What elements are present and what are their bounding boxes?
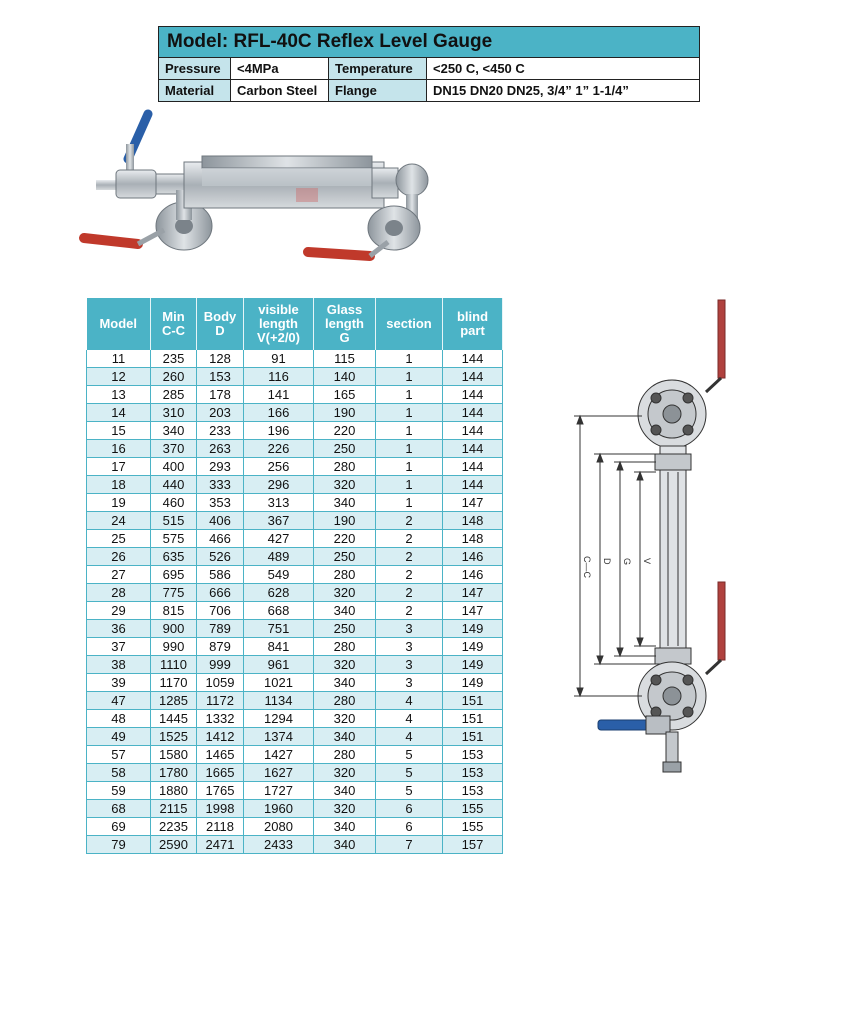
table-cell: 16 bbox=[87, 440, 151, 458]
table-row bbox=[87, 476, 503, 494]
table-cell: 59 bbox=[87, 782, 151, 800]
table-cell: 333 bbox=[197, 476, 244, 494]
table-cell: 367 bbox=[244, 512, 314, 530]
table-cell: 526 bbox=[197, 548, 244, 566]
table-cell: 2433 bbox=[244, 836, 314, 854]
table-cell: 153 bbox=[443, 764, 503, 782]
table-row bbox=[87, 566, 503, 584]
table-row bbox=[87, 818, 503, 836]
table-cell: 353 bbox=[197, 494, 244, 512]
table-cell: 1 bbox=[376, 458, 443, 476]
table-cell: 1998 bbox=[197, 800, 244, 818]
table-row bbox=[87, 602, 503, 620]
table-cell: 1 bbox=[376, 386, 443, 404]
table-cell: 320 bbox=[314, 656, 376, 674]
table-cell: 1134 bbox=[244, 692, 314, 710]
col-header-blind-part: blind part bbox=[443, 298, 503, 350]
table-cell: 147 bbox=[443, 602, 503, 620]
table-cell: 406 bbox=[197, 512, 244, 530]
table-cell: 153 bbox=[443, 746, 503, 764]
table-row bbox=[87, 710, 503, 728]
table-row bbox=[87, 512, 503, 530]
table-cell: 140 bbox=[314, 368, 376, 386]
table-cell: 250 bbox=[314, 548, 376, 566]
table-cell: 628 bbox=[244, 584, 314, 602]
table-cell: 999 bbox=[197, 656, 244, 674]
table-cell: 2 bbox=[376, 512, 443, 530]
table-cell: 293 bbox=[197, 458, 244, 476]
col-header-section: section bbox=[376, 298, 443, 350]
table-cell: 2 bbox=[376, 566, 443, 584]
table-cell: 15 bbox=[87, 422, 151, 440]
pressure-value: <4MPa bbox=[231, 58, 329, 80]
table-cell: 149 bbox=[443, 656, 503, 674]
table-cell: 141 bbox=[244, 386, 314, 404]
table-cell: 427 bbox=[244, 530, 314, 548]
table-cell: 575 bbox=[151, 530, 197, 548]
table-header-row bbox=[87, 298, 503, 350]
table-cell: 36 bbox=[87, 620, 151, 638]
table-cell: 841 bbox=[244, 638, 314, 656]
table-cell: 4 bbox=[376, 692, 443, 710]
table-cell: 220 bbox=[314, 422, 376, 440]
table-row bbox=[87, 782, 503, 800]
table-cell: 320 bbox=[314, 764, 376, 782]
table-row bbox=[87, 350, 503, 368]
table-cell: 7 bbox=[376, 836, 443, 854]
table-row bbox=[87, 800, 503, 818]
table-cell: 11 bbox=[87, 350, 151, 368]
table-cell: 6 bbox=[376, 800, 443, 818]
table-cell: 2590 bbox=[151, 836, 197, 854]
table-cell: 190 bbox=[314, 512, 376, 530]
table-cell: 3 bbox=[376, 656, 443, 674]
table-cell: 2471 bbox=[197, 836, 244, 854]
table-cell: 1412 bbox=[197, 728, 244, 746]
table-cell: 17 bbox=[87, 458, 151, 476]
spec-table bbox=[158, 26, 700, 102]
table-cell: 148 bbox=[443, 530, 503, 548]
table-cell: 165 bbox=[314, 386, 376, 404]
table-row bbox=[87, 386, 503, 404]
table-cell: 320 bbox=[314, 584, 376, 602]
table-cell: 320 bbox=[314, 710, 376, 728]
table-cell: 1525 bbox=[151, 728, 197, 746]
table-cell: 144 bbox=[443, 368, 503, 386]
table-cell: 515 bbox=[151, 512, 197, 530]
table-cell: 3 bbox=[376, 638, 443, 656]
table-cell: 68 bbox=[87, 800, 151, 818]
material-value: Carbon Steel bbox=[231, 80, 329, 102]
table-cell: 26 bbox=[87, 548, 151, 566]
table-row bbox=[87, 638, 503, 656]
table-cell: 1445 bbox=[151, 710, 197, 728]
table-cell: 2118 bbox=[197, 818, 244, 836]
table-cell: 148 bbox=[443, 512, 503, 530]
table-row bbox=[87, 584, 503, 602]
table-cell: 280 bbox=[314, 746, 376, 764]
table-cell: 190 bbox=[314, 404, 376, 422]
table-cell: 149 bbox=[443, 674, 503, 692]
table-cell: 149 bbox=[443, 620, 503, 638]
table-cell: 280 bbox=[314, 458, 376, 476]
flange-label: Flange bbox=[329, 80, 427, 102]
table-row bbox=[87, 692, 503, 710]
table-cell: 115 bbox=[314, 350, 376, 368]
table-row bbox=[87, 458, 503, 476]
table-cell: 2 bbox=[376, 602, 443, 620]
table-cell: 280 bbox=[314, 638, 376, 656]
top-handle-icon bbox=[718, 300, 725, 378]
table-cell: 2080 bbox=[244, 818, 314, 836]
table-cell: 144 bbox=[443, 476, 503, 494]
table-cell: 4 bbox=[376, 710, 443, 728]
table-cell: 549 bbox=[244, 566, 314, 584]
red-handle-icon bbox=[84, 238, 138, 244]
table-cell: 1374 bbox=[244, 728, 314, 746]
table-cell: 29 bbox=[87, 602, 151, 620]
table-cell: 146 bbox=[443, 548, 503, 566]
table-cell: 340 bbox=[314, 782, 376, 800]
table-cell: 3 bbox=[376, 620, 443, 638]
technical-drawing bbox=[560, 296, 750, 786]
table-cell: 235 bbox=[151, 350, 197, 368]
table-cell: 1780 bbox=[151, 764, 197, 782]
dim-label-cc: C—C bbox=[582, 556, 592, 578]
table-cell: 280 bbox=[314, 692, 376, 710]
table-cell: 400 bbox=[151, 458, 197, 476]
dim-label-v: V bbox=[642, 558, 652, 565]
table-cell: 1170 bbox=[151, 674, 197, 692]
table-cell: 1021 bbox=[244, 674, 314, 692]
table-cell: 12 bbox=[87, 368, 151, 386]
table-cell: 1427 bbox=[244, 746, 314, 764]
table-cell: 340 bbox=[151, 422, 197, 440]
gauge-body-icon bbox=[660, 446, 686, 666]
col-header-body-d: Body D bbox=[197, 298, 244, 350]
table-cell: 196 bbox=[244, 422, 314, 440]
table-cell: 250 bbox=[314, 440, 376, 458]
table-row bbox=[87, 530, 503, 548]
table-cell: 1580 bbox=[151, 746, 197, 764]
table-row bbox=[87, 620, 503, 638]
table-cell: 144 bbox=[443, 350, 503, 368]
table-cell: 340 bbox=[314, 494, 376, 512]
table-cell: 47 bbox=[87, 692, 151, 710]
table-cell: 2 bbox=[376, 584, 443, 602]
table-cell: 151 bbox=[443, 692, 503, 710]
table-cell: 6 bbox=[376, 818, 443, 836]
table-cell: 79 bbox=[87, 836, 151, 854]
table-cell: 5 bbox=[376, 746, 443, 764]
table-cell: 144 bbox=[443, 458, 503, 476]
table-cell: 155 bbox=[443, 818, 503, 836]
table-cell: 146 bbox=[443, 566, 503, 584]
col-header-visible-length: visible length V(+2/0) bbox=[244, 298, 314, 350]
table-cell: 1110 bbox=[151, 656, 197, 674]
table-row bbox=[87, 746, 503, 764]
table-cell: 5 bbox=[376, 782, 443, 800]
table-cell: 466 bbox=[197, 530, 244, 548]
table-cell: 128 bbox=[197, 350, 244, 368]
table-cell: 2 bbox=[376, 548, 443, 566]
table-cell: 879 bbox=[197, 638, 244, 656]
table-cell: 91 bbox=[244, 350, 314, 368]
table-cell: 1960 bbox=[244, 800, 314, 818]
table-cell: 789 bbox=[197, 620, 244, 638]
table-cell: 151 bbox=[443, 710, 503, 728]
table-cell: 1665 bbox=[197, 764, 244, 782]
table-cell: 147 bbox=[443, 584, 503, 602]
table-cell: 39 bbox=[87, 674, 151, 692]
table-cell: 250 bbox=[314, 620, 376, 638]
table-cell: 440 bbox=[151, 476, 197, 494]
table-row bbox=[87, 494, 503, 512]
table-cell: 285 bbox=[151, 386, 197, 404]
table-cell: 1 bbox=[376, 494, 443, 512]
flange-value: DN15 DN20 DN25, 3/4” 1” 1-1/4” bbox=[427, 80, 700, 102]
table-row bbox=[87, 728, 503, 746]
table-cell: 1 bbox=[376, 368, 443, 386]
table-cell: 1627 bbox=[244, 764, 314, 782]
table-cell: 28 bbox=[87, 584, 151, 602]
dim-label-d: D bbox=[602, 558, 612, 565]
blue-handle-icon bbox=[126, 114, 148, 174]
table-row bbox=[87, 404, 503, 422]
table-row bbox=[87, 548, 503, 566]
table-cell: 1880 bbox=[151, 782, 197, 800]
table-cell: 990 bbox=[151, 638, 197, 656]
table-cell: 166 bbox=[244, 404, 314, 422]
table-cell: 666 bbox=[197, 584, 244, 602]
table-cell: 14 bbox=[87, 404, 151, 422]
dimension-table bbox=[86, 298, 503, 854]
table-cell: 153 bbox=[443, 782, 503, 800]
table-cell: 178 bbox=[197, 386, 244, 404]
blue-handle-icon bbox=[598, 720, 648, 730]
table-cell: 27 bbox=[87, 566, 151, 584]
table-cell: 340 bbox=[314, 602, 376, 620]
table-row bbox=[87, 836, 503, 854]
table-cell: 310 bbox=[151, 404, 197, 422]
pressure-label: Pressure bbox=[159, 58, 231, 80]
table-cell: 1294 bbox=[244, 710, 314, 728]
table-cell: 460 bbox=[151, 494, 197, 512]
table-cell: 340 bbox=[314, 728, 376, 746]
table-cell: 340 bbox=[314, 674, 376, 692]
table-cell: 1285 bbox=[151, 692, 197, 710]
table-cell: 1332 bbox=[197, 710, 244, 728]
table-cell: 340 bbox=[314, 836, 376, 854]
table-cell: 25 bbox=[87, 530, 151, 548]
table-cell: 2 bbox=[376, 530, 443, 548]
table-cell: 147 bbox=[443, 494, 503, 512]
table-cell: 19 bbox=[87, 494, 151, 512]
table-cell: 153 bbox=[197, 368, 244, 386]
table-cell: 751 bbox=[244, 620, 314, 638]
table-cell: 706 bbox=[197, 602, 244, 620]
table-cell: 1 bbox=[376, 476, 443, 494]
table-cell: 668 bbox=[244, 602, 314, 620]
table-cell: 151 bbox=[443, 728, 503, 746]
table-cell: 149 bbox=[443, 638, 503, 656]
table-cell: 233 bbox=[197, 422, 244, 440]
table-cell: 340 bbox=[314, 818, 376, 836]
table-cell: 144 bbox=[443, 386, 503, 404]
table-cell: 4 bbox=[376, 728, 443, 746]
table-cell: 961 bbox=[244, 656, 314, 674]
table-cell: 280 bbox=[314, 566, 376, 584]
table-cell: 3 bbox=[376, 674, 443, 692]
table-cell: 116 bbox=[244, 368, 314, 386]
table-cell: 635 bbox=[151, 548, 197, 566]
table-row bbox=[87, 422, 503, 440]
drain-plug-icon bbox=[96, 180, 118, 190]
table-cell: 815 bbox=[151, 602, 197, 620]
table-cell: 18 bbox=[87, 476, 151, 494]
table-row bbox=[87, 440, 503, 458]
col-header-min-cc: Min C-C bbox=[151, 298, 197, 350]
table-cell: 1059 bbox=[197, 674, 244, 692]
table-cell: 256 bbox=[244, 458, 314, 476]
table-cell: 37 bbox=[87, 638, 151, 656]
table-cell: 1 bbox=[376, 404, 443, 422]
table-cell: 320 bbox=[314, 476, 376, 494]
table-cell: 5 bbox=[376, 764, 443, 782]
table-cell: 144 bbox=[443, 422, 503, 440]
table-cell: 226 bbox=[244, 440, 314, 458]
table-cell: 2235 bbox=[151, 818, 197, 836]
table-cell: 203 bbox=[197, 404, 244, 422]
col-header-model: Model bbox=[87, 298, 151, 350]
table-row bbox=[87, 368, 503, 386]
table-cell: 586 bbox=[197, 566, 244, 584]
table-cell: 38 bbox=[87, 656, 151, 674]
table-cell: 695 bbox=[151, 566, 197, 584]
product-photo bbox=[76, 104, 436, 274]
table-cell: 900 bbox=[151, 620, 197, 638]
table-cell: 1465 bbox=[197, 746, 244, 764]
table-cell: 1 bbox=[376, 422, 443, 440]
table-row bbox=[87, 656, 503, 674]
material-label: Material bbox=[159, 80, 231, 102]
col-header-glass-length: Glass length G bbox=[314, 298, 376, 350]
table-cell: 24 bbox=[87, 512, 151, 530]
table-cell: 220 bbox=[314, 530, 376, 548]
table-cell: 313 bbox=[244, 494, 314, 512]
table-cell: 1 bbox=[376, 350, 443, 368]
table-row bbox=[87, 764, 503, 782]
spec-title: Model: RFL-40C Reflex Level Gauge bbox=[159, 27, 700, 58]
table-cell: 157 bbox=[443, 836, 503, 854]
table-cell: 57 bbox=[87, 746, 151, 764]
table-cell: 69 bbox=[87, 818, 151, 836]
table-cell: 2115 bbox=[151, 800, 197, 818]
table-cell: 1 bbox=[376, 440, 443, 458]
temperature-label: Temperature bbox=[329, 58, 427, 80]
table-cell: 144 bbox=[443, 440, 503, 458]
table-cell: 263 bbox=[197, 440, 244, 458]
table-cell: 370 bbox=[151, 440, 197, 458]
table-cell: 260 bbox=[151, 368, 197, 386]
table-cell: 1172 bbox=[197, 692, 244, 710]
table-cell: 144 bbox=[443, 404, 503, 422]
table-cell: 775 bbox=[151, 584, 197, 602]
table-cell: 48 bbox=[87, 710, 151, 728]
table-cell: 58 bbox=[87, 764, 151, 782]
red-handle-icon bbox=[308, 252, 370, 256]
table-cell: 49 bbox=[87, 728, 151, 746]
bottom-handle-icon bbox=[718, 582, 725, 660]
table-cell: 1765 bbox=[197, 782, 244, 800]
table-cell: 320 bbox=[314, 800, 376, 818]
table-cell: 155 bbox=[443, 800, 503, 818]
table-cell: 489 bbox=[244, 548, 314, 566]
table-cell: 13 bbox=[87, 386, 151, 404]
table-row bbox=[87, 674, 503, 692]
dim-label-g: G bbox=[622, 558, 632, 566]
table-cell: 296 bbox=[244, 476, 314, 494]
table-cell: 1727 bbox=[244, 782, 314, 800]
temperature-value: <250 C, <450 C bbox=[427, 58, 700, 80]
